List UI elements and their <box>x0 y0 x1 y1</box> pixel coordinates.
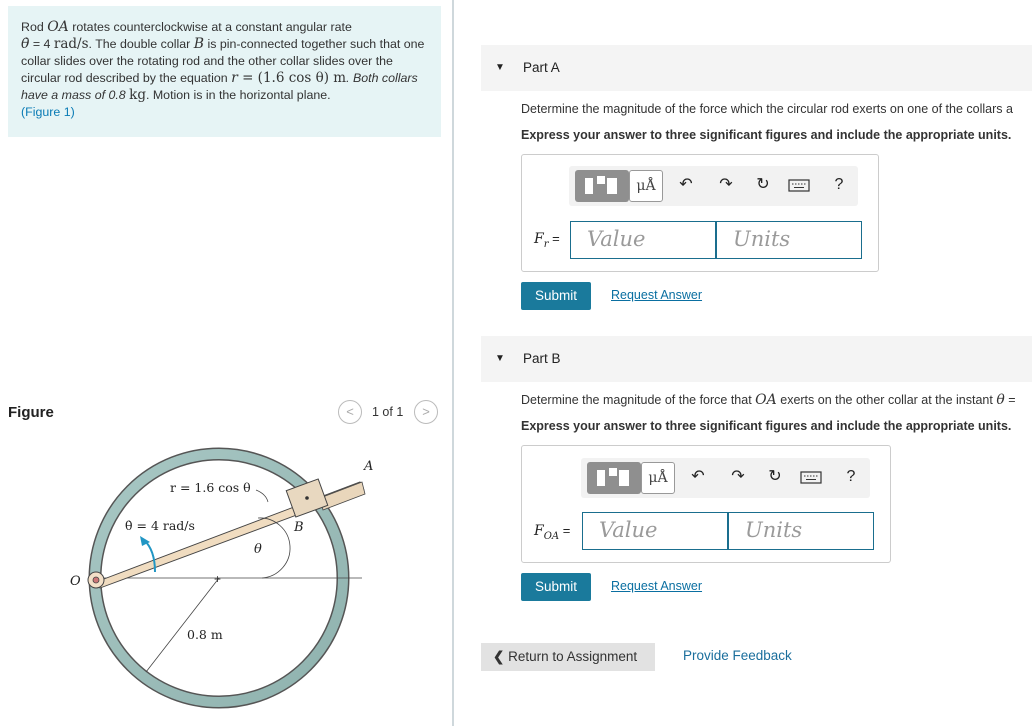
templates-icon[interactable] <box>575 170 629 202</box>
part-a-header[interactable] <box>481 45 1032 91</box>
problem-math: kg <box>129 87 146 103</box>
pivot-o-pin <box>93 577 99 583</box>
problem-math: OA <box>47 19 69 35</box>
label-radius: 0.8 m <box>187 627 223 642</box>
problem-text: . Both collars have a mass of 0.8 <box>21 71 418 102</box>
next-figure-button[interactable]: > <box>414 400 438 424</box>
part-b-value-input[interactable]: Value <box>582 512 728 550</box>
part-b-request-answer-link[interactable]: Request Answer <box>611 579 703 593</box>
var-subscript: OA <box>543 530 560 542</box>
part-b-label: Part B <box>523 351 561 366</box>
var-subscript: r <box>543 238 549 250</box>
redo-icon[interactable]: ↷ <box>731 468 745 485</box>
problem-text: . The double collar <box>88 37 194 51</box>
part-b-variable <box>534 523 570 542</box>
center-mark: + <box>214 572 222 586</box>
undo-icon[interactable]: ↶ <box>691 468 705 485</box>
problem-text: . Motion is in the horizontal plane. <box>145 88 331 102</box>
problem-math: B <box>193 36 204 52</box>
label-theta: θ <box>254 542 262 557</box>
part-b-units-input[interactable]: Units <box>728 512 874 550</box>
part-a-variable <box>534 231 560 250</box>
label-o: O <box>70 574 81 589</box>
collar-pin <box>305 496 309 500</box>
part-b-question <box>521 392 1016 408</box>
redo-icon[interactable]: ↷ <box>719 176 733 193</box>
units-symbol-button[interactable]: μÅ <box>629 170 663 202</box>
problem-math: θ̇ <box>21 36 30 52</box>
math-toolbar <box>569 166 858 206</box>
part-a-instruction: Express your answer to three significant figures and include the appropriate units. <box>521 128 1012 142</box>
problem-text: = 4 <box>29 37 54 51</box>
collapse-triangle-icon[interactable]: ▼ <box>495 353 505 364</box>
part-b-submit-button[interactable]: Submit <box>521 573 591 601</box>
label-angular-rate: θ̇ = 4 rad/s <box>125 518 195 533</box>
return-label: Return to Assignment <box>508 649 638 664</box>
help-icon[interactable]: ? <box>834 176 844 193</box>
question-text: Determine the magnitude of the force that <box>521 393 756 407</box>
help-icon[interactable]: ? <box>846 468 856 485</box>
part-b-instruction: Express your answer to three significant figures and include the appropriate units. <box>521 419 1012 433</box>
figure-header <box>8 404 440 430</box>
eq-leader <box>256 490 268 502</box>
keyboard-icon[interactable] <box>788 174 810 196</box>
question-text: exerts on the other collar at the instant <box>776 393 997 407</box>
part-a-request-answer-link[interactable]: Request Answer <box>611 288 703 302</box>
problem-math: r <box>231 70 238 86</box>
part-a-value-input[interactable]: Value <box>570 221 716 259</box>
var-symbol: F <box>534 231 544 247</box>
problem-statement <box>8 6 441 137</box>
reset-icon[interactable]: ↻ <box>768 468 782 485</box>
reset-icon[interactable]: ↻ <box>756 176 770 193</box>
part-a-answer-box <box>521 154 879 272</box>
var-equals: = <box>548 231 560 246</box>
label-b: B <box>294 520 304 535</box>
provide-feedback-link[interactable]: Provide Feedback <box>683 648 792 663</box>
problem-math: = (1.6 cos θ) m <box>237 70 347 86</box>
part-a-label: Part A <box>523 60 560 75</box>
collapse-triangle-icon[interactable]: ▼ <box>495 62 505 73</box>
radius-line <box>146 578 219 672</box>
math-toolbar <box>581 458 870 498</box>
prev-figure-button[interactable]: < <box>338 400 362 424</box>
undo-icon[interactable]: ↶ <box>679 176 693 193</box>
part-a-question: Determine the magnitude of the force which the circular rod exerts on one of the collars a <box>521 102 1013 116</box>
var-equals: = <box>559 523 571 538</box>
problem-text: rotates counterclockwise at a constant angular rate <box>68 20 352 34</box>
part-a-submit-button[interactable]: Submit <box>521 282 591 310</box>
templates-icon[interactable] <box>587 462 641 494</box>
part-a-units-input[interactable]: Units <box>716 221 862 259</box>
question-math: OA <box>755 392 777 408</box>
var-symbol: F <box>534 523 544 539</box>
units-symbol-button[interactable]: μÅ <box>641 462 675 494</box>
right-panel <box>454 0 1032 726</box>
chevron-left-icon: ❮ <box>493 649 505 664</box>
part-b-answer-box <box>521 445 891 563</box>
label-a: A <box>364 459 374 474</box>
problem-text: Rod <box>21 20 48 34</box>
figure-count: 1 of 1 <box>372 405 404 419</box>
figure-diagram <box>0 440 440 726</box>
figure-link[interactable]: (Figure 1) <box>21 105 75 119</box>
figure-title: Figure <box>8 404 54 421</box>
left-panel <box>0 0 452 726</box>
problem-text: is pin-connected together such that one collar slides over the rotating rod and the other collar slides over the circular rod described by the equation <box>21 37 425 85</box>
question-text: = <box>1004 393 1016 407</box>
keyboard-icon[interactable] <box>800 466 822 488</box>
question-math: θ <box>996 392 1005 408</box>
part-b-header[interactable] <box>481 336 1032 382</box>
problem-math: rad/s <box>53 36 89 52</box>
return-to-assignment-button[interactable] <box>481 643 655 671</box>
label-equation: r = 1.6 cos θ <box>170 480 251 495</box>
